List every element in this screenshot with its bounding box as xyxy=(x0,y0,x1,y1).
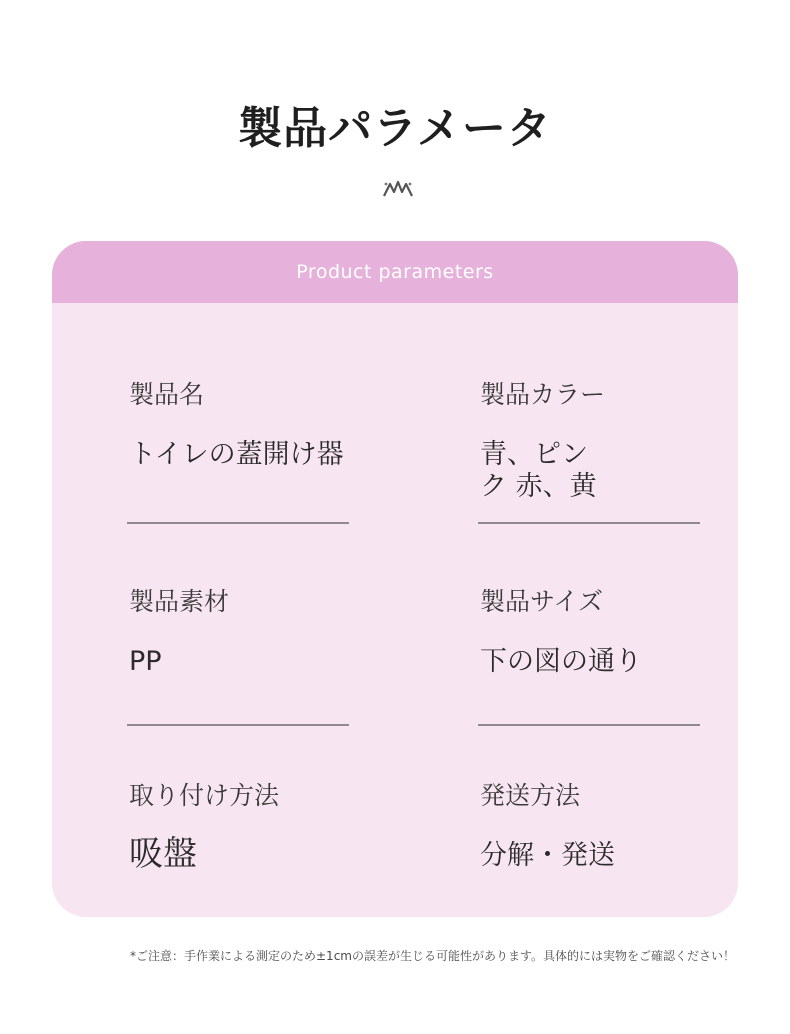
param-product-color xyxy=(480,375,720,503)
param-product-name xyxy=(129,375,369,471)
disclaimer-note: *ご注意：手作業による測定のため±1cmの誤差が生じる可能性があります。具体的には実物をご確認ください！ xyxy=(130,949,736,963)
param-install-method xyxy=(129,776,369,874)
card-header-title: Product parameters xyxy=(296,261,494,283)
param-value: 吸盤 xyxy=(129,834,197,874)
divider xyxy=(478,724,700,726)
page-title: 製品パラメータ xyxy=(238,103,552,154)
param-value: トイレの蓋開け器 xyxy=(129,439,344,470)
parameters-card xyxy=(52,241,738,917)
divider xyxy=(127,724,349,726)
divider xyxy=(127,522,349,524)
divider xyxy=(478,522,700,524)
param-label: 製品サイズ xyxy=(480,587,604,616)
param-label: 取り付け方法 xyxy=(129,781,280,810)
param-value: 分解・発送 xyxy=(480,840,615,871)
param-label: 製品カラー xyxy=(480,380,606,409)
param-value: PP xyxy=(129,646,162,677)
param-product-material xyxy=(129,582,369,678)
param-value: 青、ピン ク 赤、黄 xyxy=(480,439,597,502)
param-label: 製品素材 xyxy=(129,587,230,616)
param-shipping-method xyxy=(480,776,720,872)
param-value: 下の図の通り xyxy=(480,646,642,677)
sparkle-decoration-icon xyxy=(380,178,416,200)
param-label: 製品名 xyxy=(129,380,205,409)
param-label: 発送方法 xyxy=(480,781,581,810)
param-product-size xyxy=(480,582,720,678)
card-header xyxy=(52,241,738,303)
